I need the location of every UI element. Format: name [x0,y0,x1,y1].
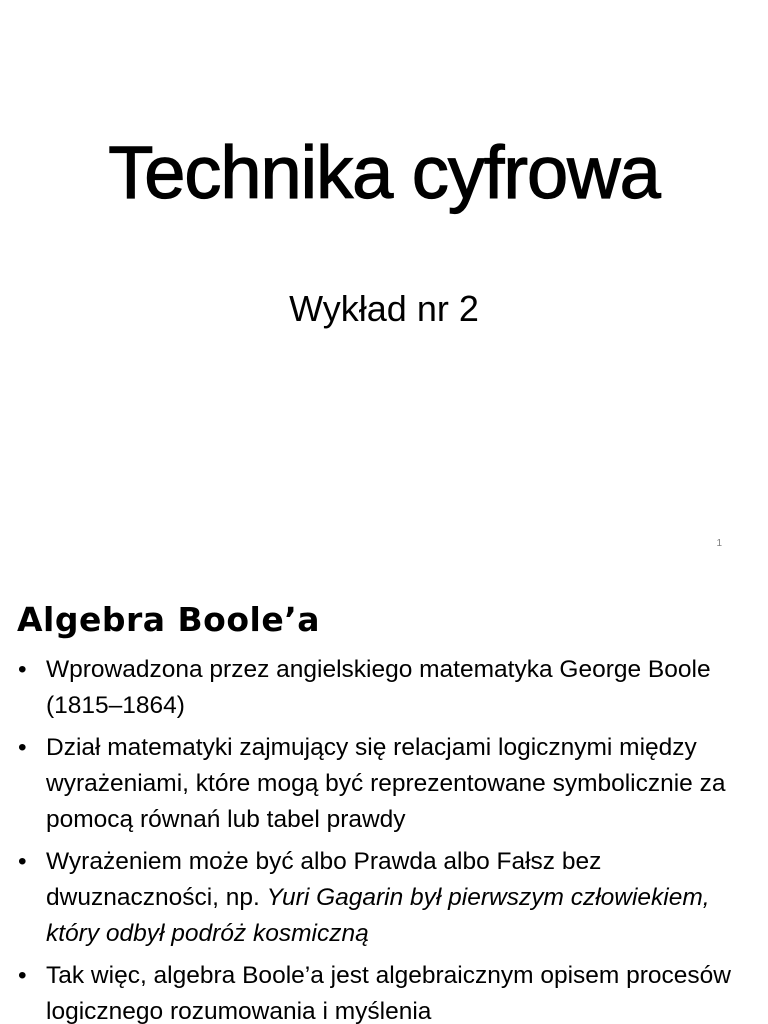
bullet-item [18,844,758,952]
bullet-icon: • [18,656,27,683]
slide-title: Technika cyfrowa [108,131,660,214]
bullet-text: Wyrażeniem może być albo Prawda albo Fałsz bez dwuznaczności, np. [46,848,602,911]
section-title: Algebra Boole’a [17,600,321,639]
bullet-text: Dział matematyki zajmujący się relacjami logicznymi między wyrażeniami, które mogą być reprezentowane symbolicznie za pomocą równań lub tabel prawdy [46,734,726,833]
bullet-italic-example: Yuri Gagarin był pierwszym człowiekiem, który odbył podróż kosmiczną [46,884,710,947]
page-number: 1 [716,538,722,549]
bullet-icon: • [18,962,27,989]
slide-subtitle: Wykład nr 2 [289,288,479,329]
bullet-icon: • [18,734,27,761]
bullet-text: Tak więc, algebra Boole’a jest algebraicznym opisem procesów logicznego rozumowania i myślenia [46,962,731,1024]
bullet-item [18,730,758,838]
slide-2 [0,576,768,1024]
bullet-list [18,652,758,1024]
bullet-item [18,958,758,1024]
bullet-item [18,652,758,724]
bullet-icon: • [18,848,27,875]
bullet-text: Wprowadzona przez angielskiego matematyka George Boole (1815–1864) [46,656,711,719]
